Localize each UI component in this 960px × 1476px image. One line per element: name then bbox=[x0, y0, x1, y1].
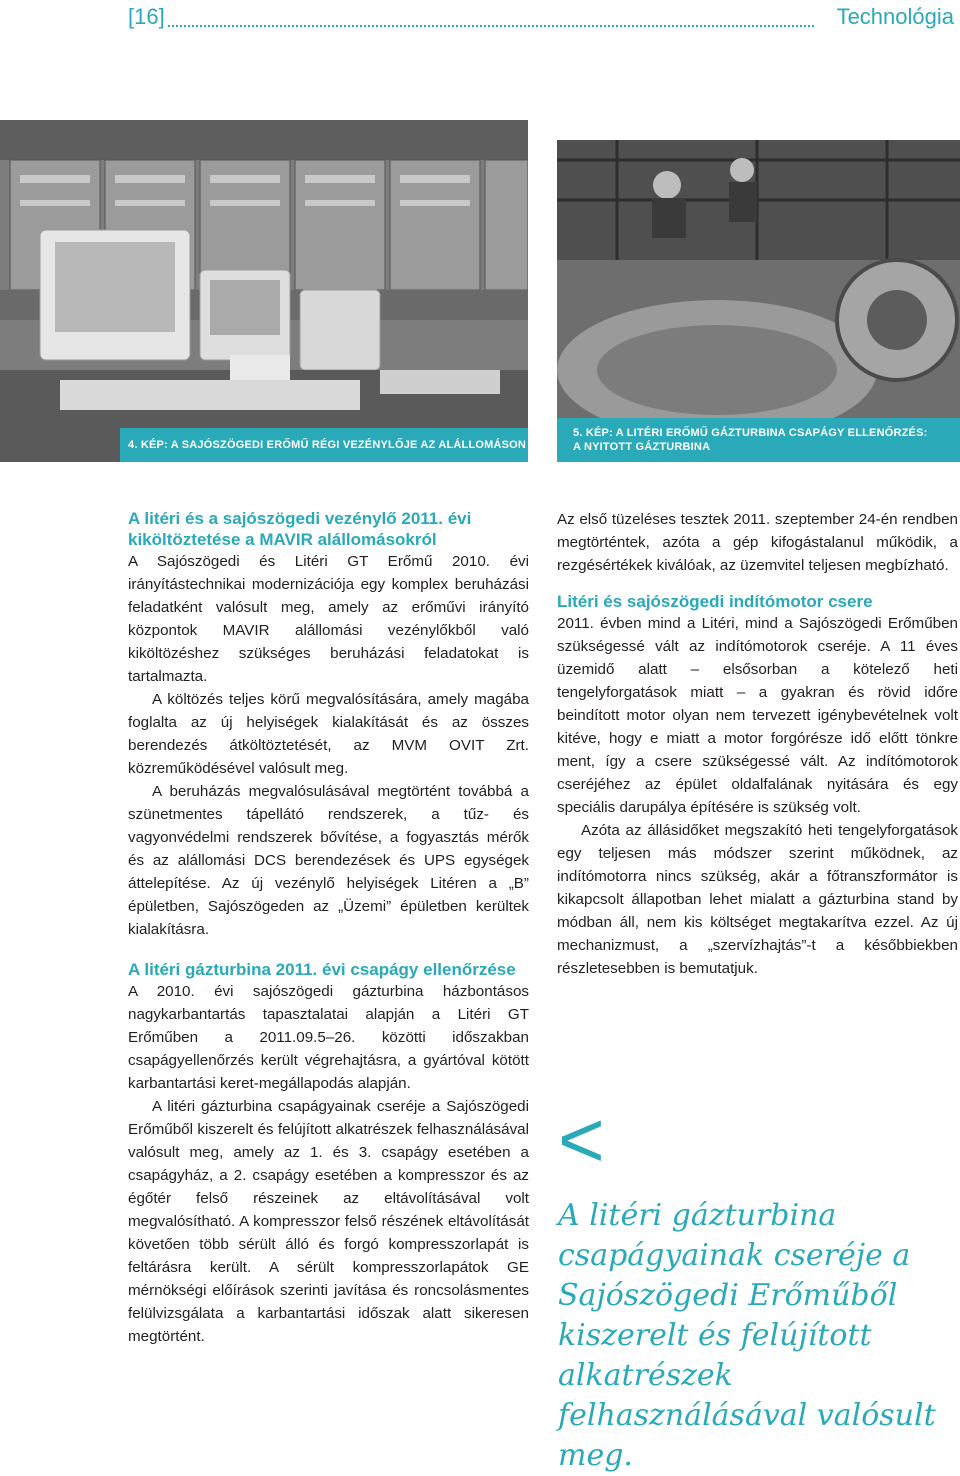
left-column bbox=[128, 508, 529, 1348]
photo-caption-left: 4. KÉP: A SAJÓSZÖGEDI ERŐMŰ RÉGI VEZÉNYLŐJE AZ ALÁLLOMÁSON bbox=[120, 428, 528, 462]
heading-bearing-inspection: A litéri gázturbina 2011. évi csapágy ellenőrzése bbox=[128, 960, 516, 979]
pull-quote-mark: < bbox=[558, 1095, 605, 1184]
photo-caption-right-line2: A NYITOTT GÁZTURBINA bbox=[573, 441, 711, 453]
paragraph: Az első tüzeléses tesztek 2011. szeptember 24-én rendben megtörténtek, azóta a gép kifogástalanul működik, a rezgésértékek kiválóak, az üzemvitel teljesen megbízható. bbox=[557, 511, 958, 574]
gas-turbine-photo bbox=[557, 140, 960, 462]
paragraph: A Sajószögedi és Litéri GT Erőmű 2010. évi irányítástechnikai modernizációja egy komplex beruházási feladatként valósult meg, amely az erőművi irányító központok MAVIR alállomási vezénylőkből való kiköltözéshez szükséges beruházási feladatokat is tartalmazta. bbox=[128, 553, 529, 685]
paragraph: A litéri gázturbina csapágyainak cseréje a Sajószögedi Erőműből kiszerelt és felújított alkatrészek felhasználásával valósult meg, amely az 1. és 3. csapágy esetében a csapágyház, a 2. csapágy esetében a kompresszor és az égőtér felső részeinek az eltávolításával volt megvalósítható. A kompresszor felső részének eltávolítását követően több sérült álló és forgó kompresszorlapát is feltárásra került. A sérült kompresszorlapátok GE mérnökségi előírások szerinti javítása és roncsolásmentes felülvizsgálata a karbantartási időszak alatt sikeresen megtörtént. bbox=[128, 1098, 529, 1345]
heading-control-room-relocation: A litéri és a sajószögedi vezénylő 2011. évi kiköltöztetése a MAVIR alállomásokról bbox=[128, 509, 472, 549]
paragraph: Azóta az állásidőket megszakító heti tengelyforgatások egy teljesen más módszer szerint működnek, az indítómotorra nincs szükség, akár a főtranszformátor is kikapcsolt állapotban lehet mialatt a gázturbina stand by módban áll, nem kis költséget megtakarítva ezzel. Az új mechanizmust, a „szervízhajtás”-t a későbbiekben részletesebben is bemutatjuk. bbox=[557, 822, 958, 977]
paragraph: A beruházás megvalósulásával megtörtént továbbá a szünetmentes tápellátó rendszerek, a tűz- és vagyonvédelmi rendszerek bővítése, a fogyasztás mérők és az alállomási DCS berendezések és UPS egységek áttelepítése. Az új vezénylő helyiségek Litéren a „B” épületben, Sajószögeden az „Üzemi” épületben kerültek kialakításra. bbox=[128, 783, 529, 938]
paragraph: A költözés teljes körű megvalósítására, amely magába foglalta az új helyiségek kialakítását és az összes berendezés átköltöztetését, az MVM OVIT Zrt. közreműködésével valósult meg. bbox=[128, 691, 529, 777]
page-header bbox=[128, 4, 954, 34]
paragraph: 2011. évben mind a Litéri, mind a Sajószögedi Erőműben szükségessé vált az indítómotorok cseréje. A 11 éves üzemidő alatt – elsősorban a kötelező heti tengelyforgatások miatt – a gyakran és rövid időre beindított motor olyan nem tervezett igénybevételnek volt kitéve, hogy e miatt a motor forgórésze idő előtt tönkre ment, így a csere szükségessé vált. Az indítómotorok cseréjéhez az épület oldalfalának nyitására és egy speciális darupálya építésére is szükség volt. bbox=[557, 615, 958, 816]
heading-starter-motor: Litéri és sajószögedi indítómotor csere bbox=[557, 592, 873, 611]
page-number: [16] bbox=[128, 4, 165, 29]
photo-caption-right-line1: 5. KÉP: A LITÉRI ERŐMŰ GÁZTURBINA CSAPÁGY ELLENŐRZÉS: bbox=[573, 427, 928, 439]
control-room-photo bbox=[0, 120, 528, 462]
photo-caption-right bbox=[557, 418, 960, 462]
section-title: Technológia bbox=[836, 4, 954, 29]
right-column bbox=[557, 508, 958, 980]
header-dotted-leader bbox=[168, 25, 814, 27]
pull-quote: A litéri gázturbina csapágyainak cseréje a Sajószögedi Erőműből kiszerelt és felújított alkatrészek felhasználásával valósult meg. bbox=[558, 1198, 936, 1473]
paragraph: A 2010. évi sajószögedi gázturbina házbontásos nagykarbantartás tapasztalatai alapján a Litéri GT Erőműben a 2011.09.5–26. közötti időszakban csapágyellenőrzés került végrehajtásra, a gyártóval kötött karbantartási keret-megállapodás alapján. bbox=[128, 983, 529, 1092]
